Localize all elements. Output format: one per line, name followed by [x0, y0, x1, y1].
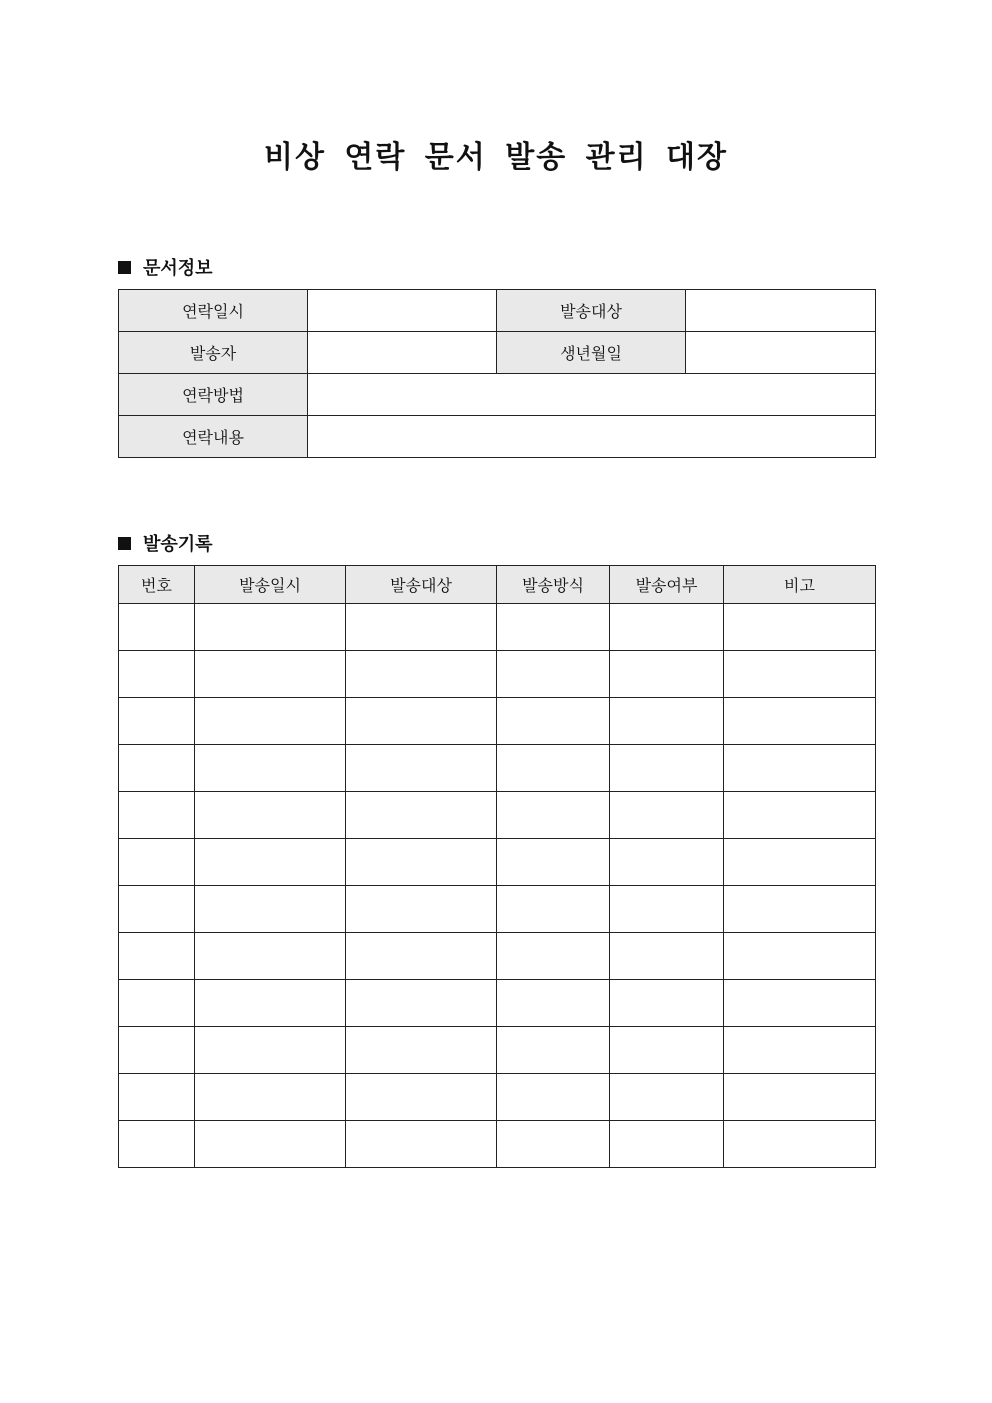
table-row	[119, 933, 876, 980]
method-label: 연락방법	[119, 374, 308, 416]
cell-target[interactable]	[346, 1121, 497, 1168]
cell-number[interactable]	[119, 1121, 195, 1168]
cell-send-datetime[interactable]	[195, 1121, 346, 1168]
cell-send-datetime[interactable]	[195, 792, 346, 839]
records-section-heading	[118, 530, 213, 556]
cell-sent-status[interactable]	[610, 886, 724, 933]
table-row	[119, 1027, 876, 1074]
col-header-send-datetime: 발송일시	[195, 566, 346, 604]
square-bullet-icon	[118, 537, 131, 550]
table-row	[119, 604, 876, 651]
cell-target[interactable]	[346, 792, 497, 839]
cell-number[interactable]	[119, 980, 195, 1027]
cell-remarks[interactable]	[724, 745, 876, 792]
records-section-heading-text: 발송기록	[143, 534, 213, 555]
cell-number[interactable]	[119, 1074, 195, 1121]
cell-method[interactable]	[497, 839, 610, 886]
table-row	[119, 839, 876, 886]
table-row	[119, 651, 876, 698]
cell-target[interactable]	[346, 698, 497, 745]
cell-number[interactable]	[119, 604, 195, 651]
cell-number[interactable]	[119, 698, 195, 745]
cell-remarks[interactable]	[724, 651, 876, 698]
contact-datetime-field[interactable]	[308, 290, 497, 332]
cell-remarks[interactable]	[724, 698, 876, 745]
col-header-number: 번호	[119, 566, 195, 604]
birthdate-label: 생년월일	[497, 332, 686, 374]
cell-target[interactable]	[346, 886, 497, 933]
cell-sent-status[interactable]	[610, 980, 724, 1027]
send-records-table	[118, 565, 876, 1168]
table-row	[119, 1121, 876, 1168]
document-info-table	[118, 289, 876, 458]
cell-remarks[interactable]	[724, 980, 876, 1027]
cell-remarks[interactable]	[724, 1121, 876, 1168]
cell-method[interactable]	[497, 651, 610, 698]
cell-sent-status[interactable]	[610, 604, 724, 651]
cell-target[interactable]	[346, 933, 497, 980]
sender-field[interactable]	[308, 332, 497, 374]
cell-remarks[interactable]	[724, 1027, 876, 1074]
cell-method[interactable]	[497, 745, 610, 792]
method-field[interactable]	[308, 374, 876, 416]
cell-send-datetime[interactable]	[195, 980, 346, 1027]
cell-sent-status[interactable]	[610, 651, 724, 698]
cell-method[interactable]	[497, 1074, 610, 1121]
table-row	[119, 886, 876, 933]
cell-send-datetime[interactable]	[195, 933, 346, 980]
table-row	[119, 792, 876, 839]
cell-sent-status[interactable]	[610, 792, 724, 839]
content-label: 연락내용	[119, 416, 308, 458]
cell-remarks[interactable]	[724, 933, 876, 980]
cell-target[interactable]	[346, 1074, 497, 1121]
cell-send-datetime[interactable]	[195, 698, 346, 745]
table-row	[119, 698, 876, 745]
cell-remarks[interactable]	[724, 1074, 876, 1121]
col-header-sent-status: 발송여부	[610, 566, 724, 604]
sender-label: 발송자	[119, 332, 308, 374]
cell-send-datetime[interactable]	[195, 745, 346, 792]
cell-method[interactable]	[497, 980, 610, 1027]
cell-sent-status[interactable]	[610, 698, 724, 745]
cell-method[interactable]	[497, 698, 610, 745]
cell-number[interactable]	[119, 1027, 195, 1074]
cell-number[interactable]	[119, 886, 195, 933]
cell-target[interactable]	[346, 651, 497, 698]
cell-send-datetime[interactable]	[195, 886, 346, 933]
cell-method[interactable]	[497, 604, 610, 651]
cell-send-datetime[interactable]	[195, 651, 346, 698]
cell-remarks[interactable]	[724, 886, 876, 933]
cell-remarks[interactable]	[724, 839, 876, 886]
col-header-target: 발송대상	[346, 566, 497, 604]
cell-number[interactable]	[119, 745, 195, 792]
square-bullet-icon	[118, 261, 131, 274]
cell-sent-status[interactable]	[610, 745, 724, 792]
table-row	[119, 980, 876, 1027]
content-field[interactable]	[308, 416, 876, 458]
cell-target[interactable]	[346, 745, 497, 792]
cell-sent-status[interactable]	[610, 1027, 724, 1074]
cell-send-datetime[interactable]	[195, 1027, 346, 1074]
page-title: 비상 연락 문서 발송 관리 대장	[264, 140, 728, 175]
cell-target[interactable]	[346, 980, 497, 1027]
cell-target[interactable]	[346, 604, 497, 651]
cell-sent-status[interactable]	[610, 933, 724, 980]
cell-sent-status[interactable]	[610, 1074, 724, 1121]
contact-datetime-label: 연락일시	[119, 290, 308, 332]
cell-number[interactable]	[119, 792, 195, 839]
info-section-heading-text: 문서정보	[143, 258, 213, 279]
birthdate-field[interactable]	[686, 332, 876, 374]
cell-method[interactable]	[497, 933, 610, 980]
cell-send-datetime[interactable]	[195, 839, 346, 886]
cell-remarks[interactable]	[724, 604, 876, 651]
target-label: 발송대상	[497, 290, 686, 332]
cell-method[interactable]	[497, 886, 610, 933]
cell-method[interactable]	[497, 1027, 610, 1074]
cell-remarks[interactable]	[724, 792, 876, 839]
col-header-method: 발송방식	[497, 566, 610, 604]
cell-number[interactable]	[119, 839, 195, 886]
cell-sent-status[interactable]	[610, 1121, 724, 1168]
cell-send-datetime[interactable]	[195, 604, 346, 651]
info-section-heading	[118, 254, 213, 280]
col-header-remarks: 비고	[724, 566, 876, 604]
cell-send-datetime[interactable]	[195, 1074, 346, 1121]
cell-number[interactable]	[119, 933, 195, 980]
target-field[interactable]	[686, 290, 876, 332]
cell-method[interactable]	[497, 1121, 610, 1168]
cell-sent-status[interactable]	[610, 839, 724, 886]
cell-method[interactable]	[497, 792, 610, 839]
cell-target[interactable]	[346, 1027, 497, 1074]
cell-number[interactable]	[119, 651, 195, 698]
table-row	[119, 1074, 876, 1121]
cell-target[interactable]	[346, 839, 497, 886]
table-row	[119, 745, 876, 792]
